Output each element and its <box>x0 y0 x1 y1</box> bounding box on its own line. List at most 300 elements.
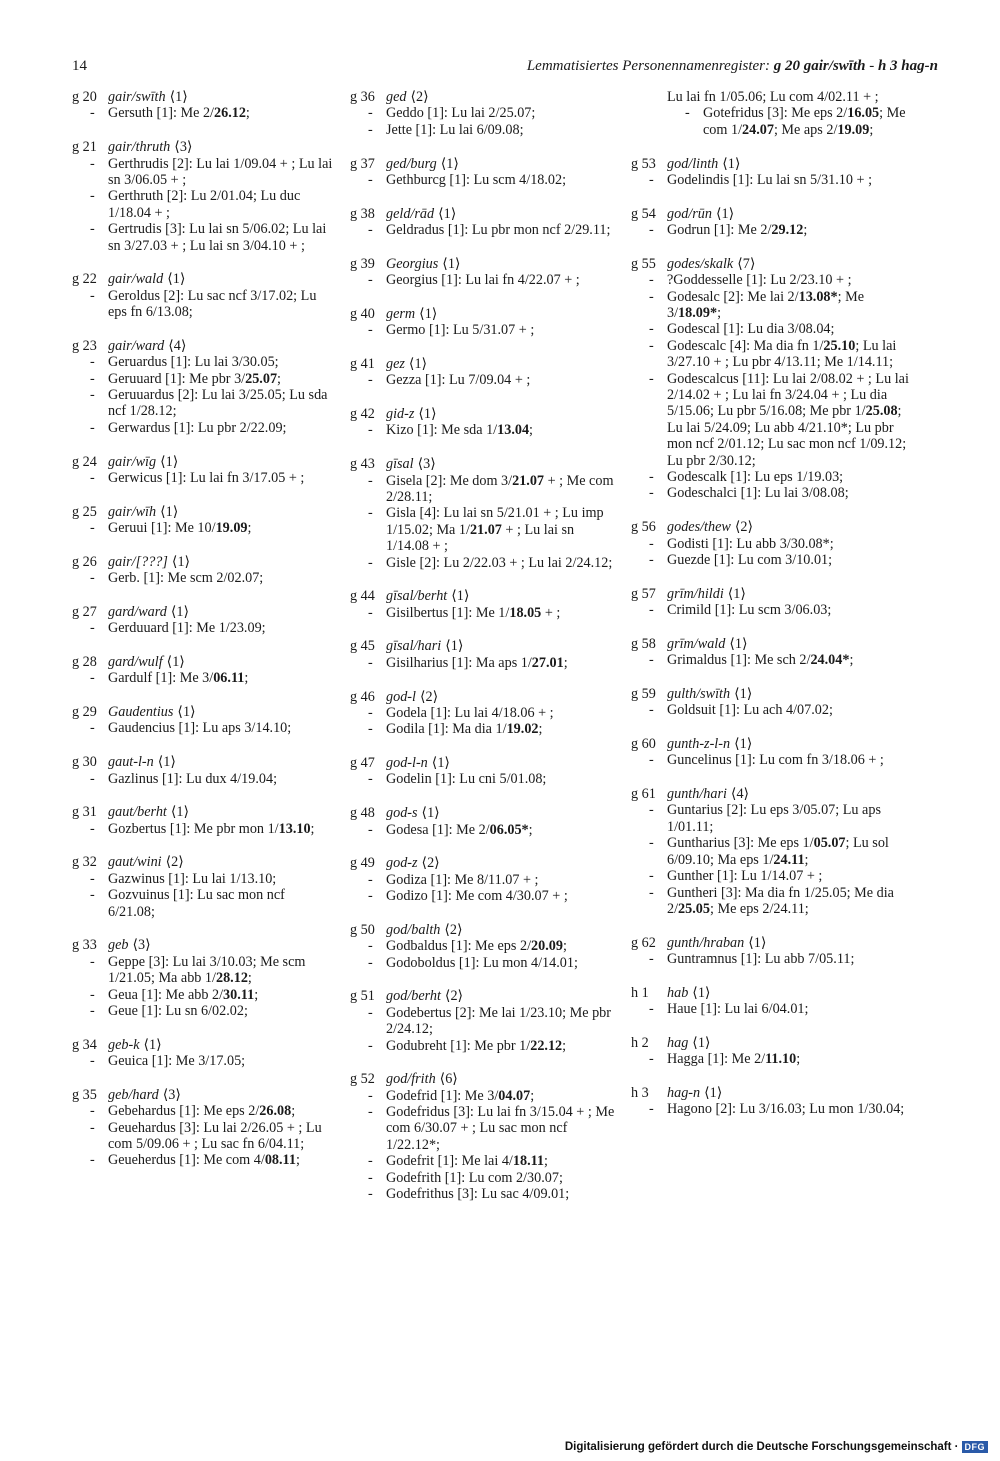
entry-lemma: god/linth <box>667 155 719 172</box>
entry-head <box>350 1071 615 1087</box>
form-item: - Godrun [1]: Me 2/29.12; <box>631 222 911 238</box>
dfg-logo: DFG <box>962 1441 989 1453</box>
entry-head <box>631 156 911 172</box>
form-list <box>72 470 334 486</box>
entry-count: ⟨1⟩ <box>160 453 179 470</box>
form-list <box>631 652 911 668</box>
form-list <box>72 570 334 586</box>
form-item: - Godelin [1]: Lu cni 5/01.08; <box>350 771 615 787</box>
entry-lemma: grīm/hildi <box>667 585 724 602</box>
entry-lemma: god-l <box>386 688 416 705</box>
form-item: - Gisla [4]: Lu lai sn 5/21.01 + ; Lu imp 1/15.02; Ma 1/21.07 + ; Lu lai sn 1/14.08 + ; <box>350 505 615 554</box>
form-list <box>350 272 615 288</box>
entry-number: g 38 <box>350 205 375 222</box>
form-item: - Crimild [1]: Lu scm 3/06.03; <box>631 602 911 618</box>
form-list <box>350 705 615 738</box>
entry-lemma: gulth/swīth <box>667 685 731 702</box>
entry-lemma: gez <box>386 355 405 372</box>
register-entry <box>631 1085 911 1118</box>
entry-count: ⟨1⟩ <box>170 603 190 620</box>
form-list <box>631 272 911 502</box>
entry-head <box>631 786 911 802</box>
form-list <box>350 771 615 787</box>
register-entry <box>631 256 911 502</box>
entry-head <box>350 588 615 604</box>
form-item: - Geddo [1]: Lu lai 2/25.07; <box>350 105 615 121</box>
entry-number: g 53 <box>631 155 656 172</box>
entry-count: ⟨1⟩ <box>692 984 711 1001</box>
register-entry <box>350 805 615 838</box>
form-list <box>72 670 334 686</box>
form-list <box>631 536 911 569</box>
form-list <box>350 1088 615 1203</box>
entry-lemma: geb <box>108 937 129 954</box>
entry-number: g 21 <box>72 139 97 156</box>
form-item: - Gaudencius [1]: Lu aps 3/14.10; <box>72 720 334 736</box>
entry-head <box>350 406 615 422</box>
entry-number: g 44 <box>350 588 375 605</box>
entry-lemma: geb/hard <box>108 1086 159 1103</box>
entry-count: ⟨1⟩ <box>734 735 753 752</box>
entry-number: g 54 <box>631 205 656 222</box>
running-head <box>527 58 938 75</box>
entry-head <box>631 586 911 602</box>
entry-number: g 26 <box>72 553 97 570</box>
form-item: - Geppe [3]: Lu lai 3/10.03; Me scm 1/21.05; Ma abb 1/28.12; <box>72 954 334 987</box>
entry-lemma: hab <box>667 984 689 1001</box>
form-list <box>350 473 615 571</box>
entry-number: g 58 <box>631 635 656 652</box>
entry-head <box>631 206 911 222</box>
entry-head <box>72 1087 334 1103</box>
entry-number: g 61 <box>631 786 656 803</box>
entry-head <box>350 805 615 821</box>
entry-count: ⟨3⟩ <box>417 456 436 473</box>
entry-head <box>631 686 911 702</box>
entry-number: g 36 <box>350 89 375 105</box>
entry-lemma: geb-k <box>108 1036 140 1053</box>
register-entry <box>631 636 911 669</box>
entry-head <box>350 988 615 1004</box>
entry-lemma: gid-z <box>386 406 415 423</box>
continued-text: Lu lai fn 1/05.06; Lu com 4/02.11 + ; <box>667 89 879 105</box>
entry-number: g 32 <box>72 854 97 871</box>
register-entry <box>72 504 334 537</box>
register-entry <box>72 1087 334 1169</box>
entry-lemma: gair/wīh <box>108 503 157 520</box>
entry-lemma: gīsal/berht <box>386 588 448 605</box>
entry-lemma: god/rūn <box>667 205 712 222</box>
form-list <box>631 951 911 967</box>
entry-head <box>350 89 615 105</box>
form-list <box>350 938 615 971</box>
form-list <box>72 771 334 787</box>
entry-number: g 33 <box>72 937 97 954</box>
column-3 <box>631 89 911 1135</box>
entry-number: g 46 <box>350 688 375 705</box>
entry-number: g 43 <box>350 456 375 473</box>
form-list <box>350 655 615 671</box>
entry-count: ⟨2⟩ <box>734 519 754 536</box>
entry-head <box>72 804 334 820</box>
entry-count: ⟨1⟩ <box>157 754 176 771</box>
entry-count: ⟨1⟩ <box>727 585 746 602</box>
form-item: - Godefrit [1]: Me lai 4/18.11; <box>350 1153 615 1169</box>
entry-number: g 42 <box>350 406 375 423</box>
entry-number: h 3 <box>631 1084 649 1101</box>
register-entry <box>350 922 615 971</box>
form-item: - Hagono [2]: Lu 3/16.03; Lu mon 1/30.04; <box>631 1101 911 1117</box>
register-entry <box>72 454 334 487</box>
entry-number: g 55 <box>631 255 656 272</box>
entry-head <box>350 638 615 654</box>
entry-lemma: gard/ward <box>108 603 167 620</box>
register-entry <box>350 638 615 671</box>
form-item: - Godescalk [1]: Lu eps 1/19.03; <box>631 469 911 485</box>
entry-lemma: gard/wulf <box>108 653 163 670</box>
form-item: - Gerwardus [1]: Lu pbr 2/22.09; <box>72 420 334 436</box>
form-item: - Geue [1]: Lu sn 6/02.02; <box>72 1003 334 1019</box>
entry-count: ⟨1⟩ <box>445 638 464 655</box>
entry-count: ⟨1⟩ <box>704 1084 723 1101</box>
entry-count: ⟨1⟩ <box>143 1036 162 1053</box>
entry-lemma: god/balth <box>386 921 441 938</box>
entry-lemma: hag <box>667 1034 689 1051</box>
entry-head <box>631 935 911 951</box>
form-list <box>72 720 334 736</box>
entry-number: g 39 <box>350 255 375 272</box>
entry-lemma: gair/[???] <box>108 553 168 570</box>
entry-number: g 31 <box>72 804 97 821</box>
entry-head <box>72 554 334 570</box>
register-entry <box>350 256 615 289</box>
form-item: - Hagga [1]: Me 2/11.10; <box>631 1051 911 1067</box>
form-list <box>72 871 334 920</box>
entry-number: g 47 <box>350 755 375 772</box>
entry-head <box>350 855 615 871</box>
entry-count: ⟨2⟩ <box>410 89 429 105</box>
form-list <box>72 954 334 1020</box>
column-2 <box>350 89 615 1220</box>
entry-head <box>72 338 334 354</box>
register-entry <box>631 985 911 1018</box>
form-item: - Guntarius [2]: Lu eps 3/05.07; Lu aps 1/01.11; <box>631 802 911 835</box>
entry-count: ⟨1⟩ <box>692 1034 711 1051</box>
entry-lemma: gair/ward <box>108 337 165 354</box>
form-list <box>631 222 911 238</box>
entry-count: ⟨1⟩ <box>442 255 461 272</box>
register-entry <box>72 338 334 436</box>
entry-head <box>631 1085 911 1101</box>
register-entry <box>72 89 334 122</box>
entry-lemma: gaut-l-n <box>108 754 154 771</box>
form-list <box>350 172 615 188</box>
entry-count: ⟨1⟩ <box>451 588 470 605</box>
form-list <box>72 520 334 536</box>
form-item: - Godescal [1]: Lu dia 3/08.04; <box>631 321 911 337</box>
entry-count: ⟨1⟩ <box>418 406 437 423</box>
form-item: - Godila [1]: Ma dia 1/19.02; <box>350 721 615 737</box>
entry-lemma: gīsal <box>386 456 414 473</box>
entry-number: g 27 <box>72 603 97 620</box>
entry-head <box>350 922 615 938</box>
entry-head <box>72 854 334 870</box>
entry-count: ⟨1⟩ <box>722 155 741 172</box>
register-entry <box>631 1035 911 1068</box>
register-entry <box>350 406 615 439</box>
register-entry <box>350 456 615 571</box>
entry-head <box>72 754 334 770</box>
entry-count: ⟨3⟩ <box>162 1086 181 1103</box>
entry-count: ⟨1⟩ <box>438 205 457 222</box>
entry-lemma: gair/wīg <box>108 453 157 470</box>
register-entry <box>350 356 615 389</box>
register-entry <box>631 935 911 968</box>
form-item: - Guezde [1]: Lu com 3/10.01; <box>631 552 911 568</box>
form-item: - Godefrith [1]: Lu com 2/30.07; <box>350 1170 615 1186</box>
register-entry <box>350 306 615 339</box>
entry-count: ⟨1⟩ <box>160 503 179 520</box>
entry-count: ⟨1⟩ <box>167 271 186 288</box>
entry-head <box>72 139 334 155</box>
register-entry <box>350 206 615 239</box>
form-item: - Guntheri [3]: Ma dia fn 1/25.05; Me dia 2/25.05; Me eps 2/24.11; <box>631 885 911 918</box>
register-entry <box>350 755 615 788</box>
form-item: - Godela [1]: Lu lai 4/18.06 + ; <box>350 705 615 721</box>
entry-count: ⟨1⟩ <box>748 934 767 951</box>
entry-number: g 40 <box>350 305 375 322</box>
entry-head <box>631 519 911 535</box>
form-item: - Haue [1]: Lu lai 6/04.01; <box>631 1001 911 1017</box>
form-item: - Gisle [2]: Lu 2/22.03 + ; Lu lai 2/24.12; <box>350 555 615 571</box>
register-entry <box>631 206 911 239</box>
entry-lemma: gunth/hari <box>667 786 727 803</box>
register-entry <box>350 988 615 1054</box>
entry-count: ⟨1⟩ <box>166 653 185 670</box>
form-list <box>631 802 911 917</box>
entry-head <box>72 1037 334 1053</box>
entry-count: ⟨1⟩ <box>440 155 459 172</box>
entry-lemma: godes/thew <box>667 519 731 536</box>
register-entry <box>72 554 334 587</box>
entry-lemma: gīsal/hari <box>386 638 442 655</box>
entry-number: g 28 <box>72 653 97 670</box>
form-item: - Geroldus [2]: Lu sac ncf 3/17.02; Lu eps fn 6/13.08; <box>72 288 334 321</box>
form-item: - Godiza [1]: Me 8/11.07 + ; <box>350 872 615 888</box>
form-list <box>350 222 615 238</box>
entry-head <box>631 636 911 652</box>
entry-count: ⟨2⟩ <box>444 988 464 1005</box>
form-list <box>72 821 334 837</box>
entry-count: ⟨3⟩ <box>132 937 151 954</box>
register-entry <box>631 156 911 189</box>
form-item: - Georgius [1]: Lu lai fn 4/22.07 + ; <box>350 272 615 288</box>
form-item: - Gerthrudis [2]: Lu lai 1/09.04 + ; Lu lai sn 3/06.05 + ; <box>72 156 334 189</box>
entry-count: ⟨1⟩ <box>177 704 196 721</box>
form-item: - Jette [1]: Lu lai 6/09.08; <box>350 122 615 138</box>
entry-lemma: god-l-n <box>386 755 428 772</box>
form-list <box>72 354 334 436</box>
entry-lemma: Georgius <box>386 255 439 272</box>
form-list <box>350 872 615 905</box>
form-item: - Gozvuinus [1]: Lu sac mon ncf 6/21.08; <box>72 887 334 920</box>
form-list <box>631 602 911 618</box>
form-list <box>350 822 615 838</box>
entry-count: ⟨2⟩ <box>419 688 439 705</box>
column-1 <box>72 89 334 1186</box>
form-item: - Kizo [1]: Me sda 1/13.04; <box>350 422 615 438</box>
entry-head <box>350 689 615 705</box>
form-list <box>72 105 334 121</box>
register-entry <box>72 937 334 1019</box>
running-head-from: g 20 gair/swīth <box>773 58 866 74</box>
entry-lemma: god-z <box>386 855 418 872</box>
entry-head <box>350 206 615 222</box>
entry-number: h 1 <box>631 984 649 1001</box>
entry-head <box>350 156 615 172</box>
form-item: - Godefridus [3]: Lu lai fn 3/15.04 + ; Me com 6/30.07 + ; Lu sac mon ncf 1/22.12*; <box>350 1104 615 1153</box>
entry-count: ⟨2⟩ <box>444 921 463 938</box>
form-item: - ?Goddesselle [1]: Lu 2/23.10 + ; <box>631 272 911 288</box>
entry-head <box>72 704 334 720</box>
entry-count: ⟨1⟩ <box>431 755 450 772</box>
entry-lemma: gaut/berht <box>108 804 167 821</box>
entry-head <box>72 937 334 953</box>
form-list <box>350 105 615 138</box>
entry-count: ⟨4⟩ <box>168 337 187 354</box>
entry-head <box>350 755 615 771</box>
register-entry <box>72 854 334 920</box>
form-item: - Gerthruth [2]: Lu 2/01.04; Lu duc 1/18.04 + ; <box>72 188 334 221</box>
entry-number: g 52 <box>350 1071 375 1088</box>
entry-lemma: gaut/wini <box>108 854 162 871</box>
form-item: - Godesalc [2]: Me lai 2/13.08*; Me 3/18.09*; <box>631 289 911 322</box>
form-item: - Gazwinus [1]: Lu lai 1/13.10; <box>72 871 334 887</box>
form-item: - Godebertus [2]: Me lai 1/23.10; Me pbr 2/24.12; <box>350 1005 615 1038</box>
entry-count: ⟨4⟩ <box>730 786 750 803</box>
form-list <box>72 620 334 636</box>
form-list <box>350 322 615 338</box>
form-item: - Godeschalci [1]: Lu lai 3/08.08; <box>631 485 911 501</box>
form-item: - Gebehardus [1]: Me eps 2/26.08; <box>72 1103 334 1119</box>
register-entry <box>72 139 334 254</box>
form-item: - Guntramnus [1]: Lu abb 7/05.11; <box>631 951 911 967</box>
entry-count: ⟨1⟩ <box>408 355 428 372</box>
form-item: - Gisela [2]: Me dom 3/21.07 + ; Me com 2/28.11; <box>350 473 615 506</box>
entry-lemma: grīm/wald <box>667 635 726 652</box>
form-item: - Geueherdus [1]: Me com 4/08.11; <box>72 1152 334 1168</box>
entry-count: ⟨2⟩ <box>165 854 184 871</box>
entry-number: g 60 <box>631 735 656 752</box>
form-list <box>72 156 334 254</box>
form-item: - Gerduuard [1]: Me 1/23.09; <box>72 620 334 636</box>
form-item: - Godescalcus [11]: Lu lai 2/08.02 + ; Lu lai 2/14.02 + ; Lu lai fn 3/24.04 + ; Lu dia 5/15.06; Lu pbr 5/16.08; Me pbr 1/25.08; Lu lai 5/24.09; Lu abb 4/21.10*; Lu pbr mon ncf 2/01.12; Lu sac mon ncf 1/09.12; Lu pbr 2/30.12; <box>631 371 911 469</box>
form-item: - Gertrudis [3]: Lu lai sn 5/06.02; Lu lai sn 3/27.03 + ; Lu lai sn 3/04.10 + ; <box>72 221 334 254</box>
form-item: - Geua [1]: Me abb 2/30.11; <box>72 987 334 1003</box>
entry-number: g 25 <box>72 503 97 520</box>
entry-number: g 29 <box>72 704 97 721</box>
entry-head <box>350 456 615 472</box>
entry-lemma: god/frith <box>386 1071 436 1088</box>
register-entry <box>350 1071 615 1202</box>
form-item: - Gotefridus [3]: Me eps 2/16.05; Me com 1/24.07; Me aps 2/19.09; <box>667 105 911 138</box>
form-list <box>72 1103 334 1169</box>
entry-count: ⟨1⟩ <box>729 635 748 652</box>
entry-head <box>631 736 911 752</box>
register-entry <box>350 689 615 738</box>
entry-head <box>631 1035 911 1051</box>
entry-count: ⟨1⟩ <box>169 89 188 105</box>
running-head-dash: - <box>869 58 875 74</box>
form-item: - Gazlinus [1]: Lu dux 4/19.04; <box>72 771 334 787</box>
form-list <box>631 702 911 718</box>
form-item: - Gisilbertus [1]: Me 1/18.05 + ; <box>350 605 615 621</box>
entry-number: g 62 <box>631 934 656 951</box>
form-item: - Geuehardus [3]: Lu lai 2/26.05 + ; Lu com 5/09.06 + ; Lu sac fn 6/04.11; <box>72 1120 334 1153</box>
entry-count: ⟨1⟩ <box>170 804 190 821</box>
form-list <box>72 288 334 321</box>
continued-entry <box>631 89 911 138</box>
entry-number: g 41 <box>350 355 375 372</box>
register-entry <box>72 754 334 787</box>
form-item: - Geruui [1]: Me 10/19.09; <box>72 520 334 536</box>
form-list <box>350 605 615 621</box>
register-entry <box>350 588 615 621</box>
form-item: - Godisti [1]: Lu abb 3/30.08*; <box>631 536 911 552</box>
form-item: - Gunther [1]: Lu 1/14.07 + ; <box>631 868 911 884</box>
entry-number: g 23 <box>72 337 97 354</box>
form-item: - Godizo [1]: Me com 4/30.07 + ; <box>350 888 615 904</box>
entry-lemma: ged/burg <box>386 155 437 172</box>
entry-number: g 22 <box>72 271 97 288</box>
register-entry <box>72 604 334 637</box>
entry-head <box>631 985 911 1001</box>
form-item: - Gozbertus [1]: Me pbr mon 1/13.10; <box>72 821 334 837</box>
form-item: - Godelindis [1]: Lu lai sn 5/31.10 + ; <box>631 172 911 188</box>
form-item: - Godefrithus [3]: Lu sac 4/09.01; <box>350 1186 615 1202</box>
entry-count: ⟨2⟩ <box>421 855 440 872</box>
entry-head <box>72 654 334 670</box>
form-list <box>631 752 911 768</box>
form-item: - Godesa [1]: Me 2/06.05*; <box>350 822 615 838</box>
entry-number: g 59 <box>631 685 656 702</box>
entry-lemma: hag-n <box>667 1084 701 1101</box>
form-list <box>350 372 615 388</box>
entry-head <box>72 504 334 520</box>
form-item: - Guncelinus [1]: Lu com fn 3/18.06 + ; <box>631 752 911 768</box>
form-item: - Gezza [1]: Lu 7/09.04 + ; <box>350 372 615 388</box>
entry-number: g 20 <box>72 89 97 105</box>
entry-lemma: god/berht <box>386 988 441 1005</box>
entry-lemma: gair/swīth <box>108 89 166 105</box>
continued-forms <box>667 105 911 138</box>
entry-count: ⟨1⟩ <box>734 685 753 702</box>
register-entry <box>72 654 334 687</box>
form-item: - Gerb. [1]: Me scm 2/02.07; <box>72 570 334 586</box>
entry-lemma: geld/rād <box>386 205 435 222</box>
entry-head <box>350 256 615 272</box>
register-entry <box>631 786 911 917</box>
entry-number: g 34 <box>72 1036 97 1053</box>
entry-lemma: Gaudentius <box>108 704 174 721</box>
entry-count: ⟨7⟩ <box>737 255 756 272</box>
entry-lemma: gair/thruth <box>108 139 171 156</box>
form-item: - Geuica [1]: Me 3/17.05; <box>72 1053 334 1069</box>
register-entry <box>350 156 615 189</box>
register-entry <box>631 586 911 619</box>
form-list <box>350 1005 615 1054</box>
entry-lemma: god-s <box>386 805 418 822</box>
